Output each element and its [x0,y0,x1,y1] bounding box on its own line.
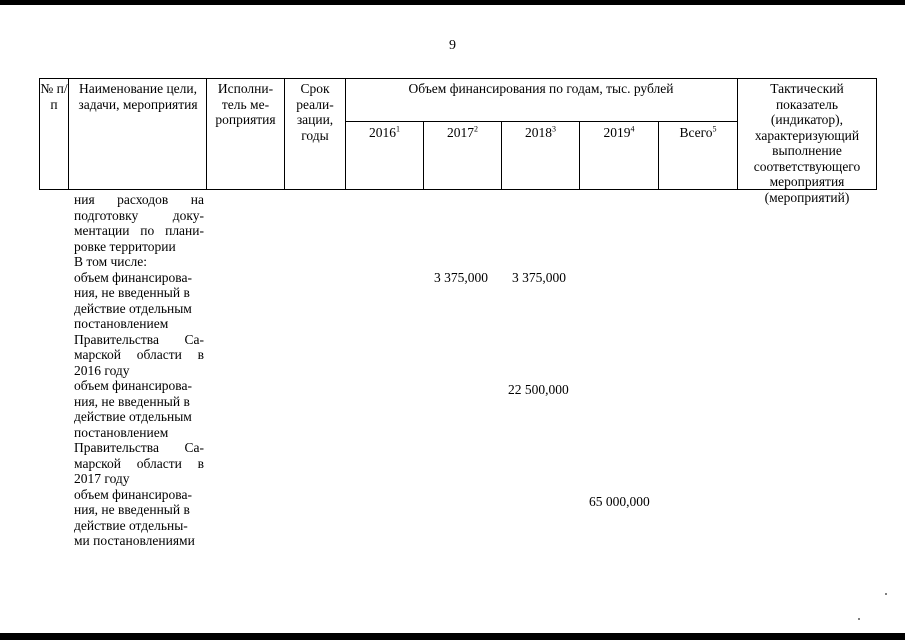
header-num: № п/п [40,81,68,112]
value-row1-2017: 3 375,000 [434,270,488,285]
body-line: ния расходов на [74,192,204,207]
bottom-border-bar [0,633,905,640]
header-year-2016: 2016$^1$ [369,124,400,140]
body-line: Правительства Са- [74,440,204,455]
body-line: ния, не введенный в [74,393,190,409]
header-year-2019: 2019$^4$ [603,124,635,140]
page-number: 9 [449,38,456,53]
header-executor: Исполни-тель ме-роприятия [215,81,276,127]
body-line: постановлением [74,316,169,331]
body-line: 2017 году [74,471,130,486]
header-financing: Объем финансирования по годам, тыс. рублей [408,81,674,96]
header-name: Наименование цели, задачи, мероприятия [78,81,198,112]
scan-speck [858,618,860,620]
body-line: постановлением [74,424,169,440]
body-line: ментации по плани- [74,223,204,238]
body-line: действие отдельны- [74,517,188,533]
body-line: объем финансирова- [74,486,192,502]
value-row2-2018: 22 500,000 [508,382,569,397]
body-line: действие отдельным [74,300,192,316]
body-line: ния, не введенный в [74,285,190,300]
activity-description [74,192,204,549]
header-total: Всего$^5$ [679,124,717,140]
value-row1-2018: 3 375,000 [512,270,566,285]
header-year-2017: 2017$^2$ [447,124,478,140]
header-indicator: Тактический показатель (индикатор), характеризующий выполнение соответствующего мероприятия (мероприятий) [753,81,861,205]
body-line: марской области в [74,347,204,362]
body-line: Правительства Са- [74,331,204,347]
body-line: действие отдельным [74,409,192,424]
body-line: ровке территории [74,238,176,254]
body-line: объем финансирова- [74,269,192,285]
header-year-2018: 2018$^3$ [525,124,556,140]
body-line: ми постановлениями [74,533,195,548]
body-line: ния, не введенный в [74,502,190,517]
body-line: подготовку доку- [74,207,204,223]
body-line: 2016 году [74,362,130,378]
header-term: Срок реали-зации, годы [296,81,334,143]
body-line: В том числе: [74,254,147,269]
value-row3-2019: 65 000,000 [589,494,650,509]
scan-speck [885,593,887,595]
body-line: марской области в [74,455,204,471]
top-border-bar [0,0,905,5]
body-line: объем финансирова- [74,378,192,393]
